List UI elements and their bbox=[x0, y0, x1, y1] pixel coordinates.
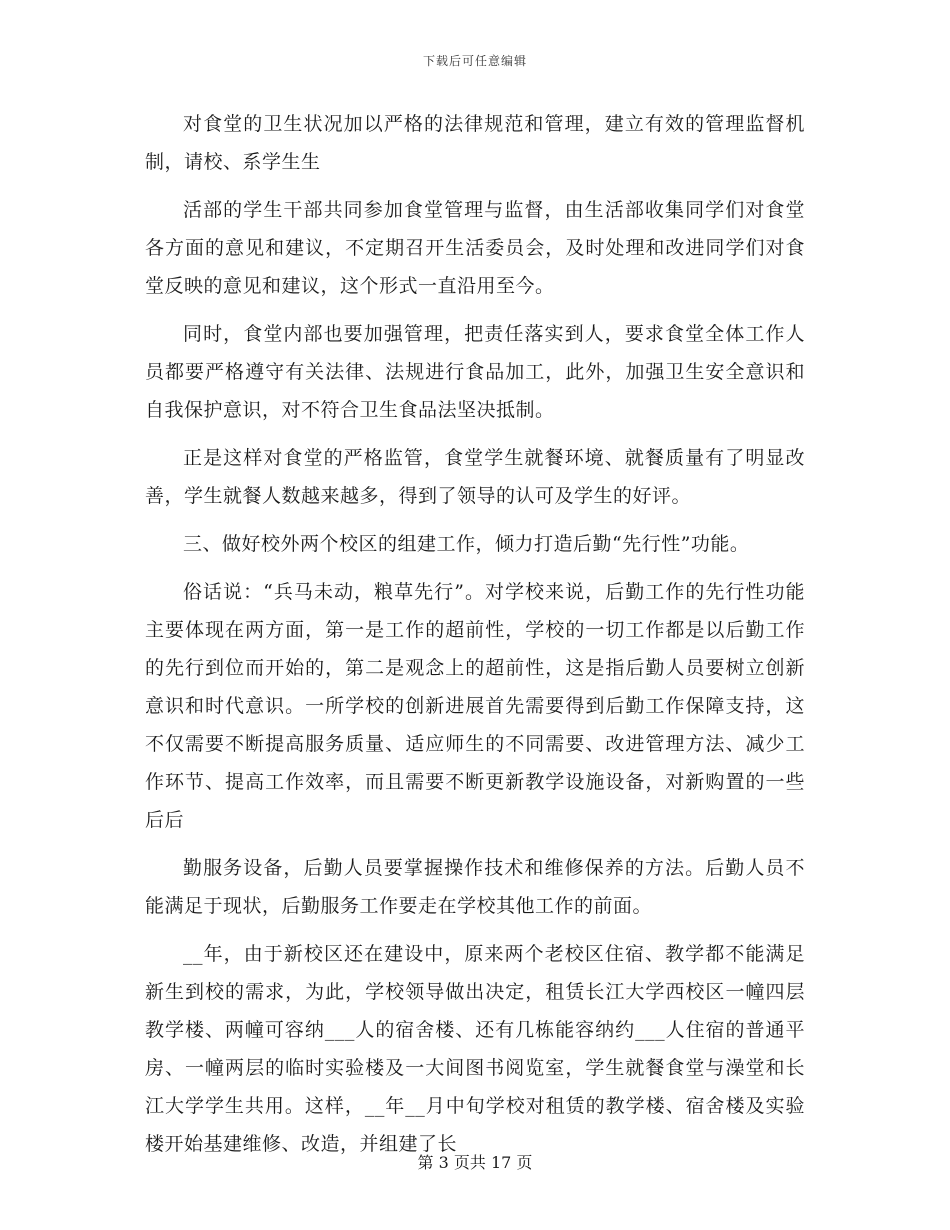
paragraph: __年，由于新校区还在建设中，原来两个老校区住宿、教学都不能满足新生到校的需求，为此，学校领导做出决定，租赁长江大学西校区一幢四层教学楼、两幢可容纳___人的宿舍楼、还有几栋能容纳约___人住宿的普通平房、一幢两层的临时实验楼及一大间图书阅览室，学生就餐食堂与澡堂和长江大学学生共用。这样，__年__月中旬学校对租赁的教学楼、宿舍楼及实验楼开始基建维修、改造，并组建了长 bbox=[145, 943, 805, 1155]
paragraph: 活部的学生干部共同参加食堂管理与监督，由生活部收集同学们对食堂各方面的意见和建议，不定期召开生活委员会，及时处理和改进同学们对食堂反映的意见和建议，这个形式一直沿用至今。 bbox=[145, 199, 805, 297]
paragraph: 对食堂的卫生状况加以严格的法律规范和管理，建立有效的管理监督机制，请校、系学生生 bbox=[145, 113, 805, 173]
paragraph: 俗话说：“兵马未动，粮草先行”。对学校来说，后勤工作的先行性功能主要体现在两方面，第一是工作的超前性，学校的一切工作都是以后勤工作的先行到位而开始的，第二是观念上的超前性，这是指后勤人员要树立创新意识和时代意识。一所学校的创新进展首先需要得到后勤工作保障支持，这不仅需要不断提高服务质量、适应师生的不同需要、改进管理方法、减少工作环节、提高工作效率，而且需要不断更新教学设施设备，对新购置的一些后后 bbox=[145, 581, 805, 831]
paragraph: 同时，食堂内部也要加强管理，把责任落实到人，要求食堂全体工作人员都要严格遵守有关法律、法规进行食品加工，此外，加强卫生安全意识和自我保护意识，对不符合卫生食品法坚决抵制。 bbox=[145, 323, 805, 421]
document-body bbox=[145, 105, 805, 1173]
paragraph: 正是这样对食堂的严格监管，食堂学生就餐环境、就餐质量有了明显改善，学生就餐人数越来越多，得到了领导的认可及学生的好评。 bbox=[145, 447, 805, 507]
section-heading-paragraph: 三、做好校外两个校区的组建工作，倾力打造后勤“先行性”功能。 bbox=[183, 533, 750, 555]
page-number: 第 3 页共 17 页 bbox=[417, 1153, 533, 1172]
paragraph: 勤服务设备，后勤人员要掌握操作技术和维修保养的方法。后勤人员不能满足于现状，后勤服务工作要走在学校其他工作的前面。 bbox=[145, 857, 805, 917]
header-note: 下载后可任意编辑 bbox=[422, 54, 527, 68]
